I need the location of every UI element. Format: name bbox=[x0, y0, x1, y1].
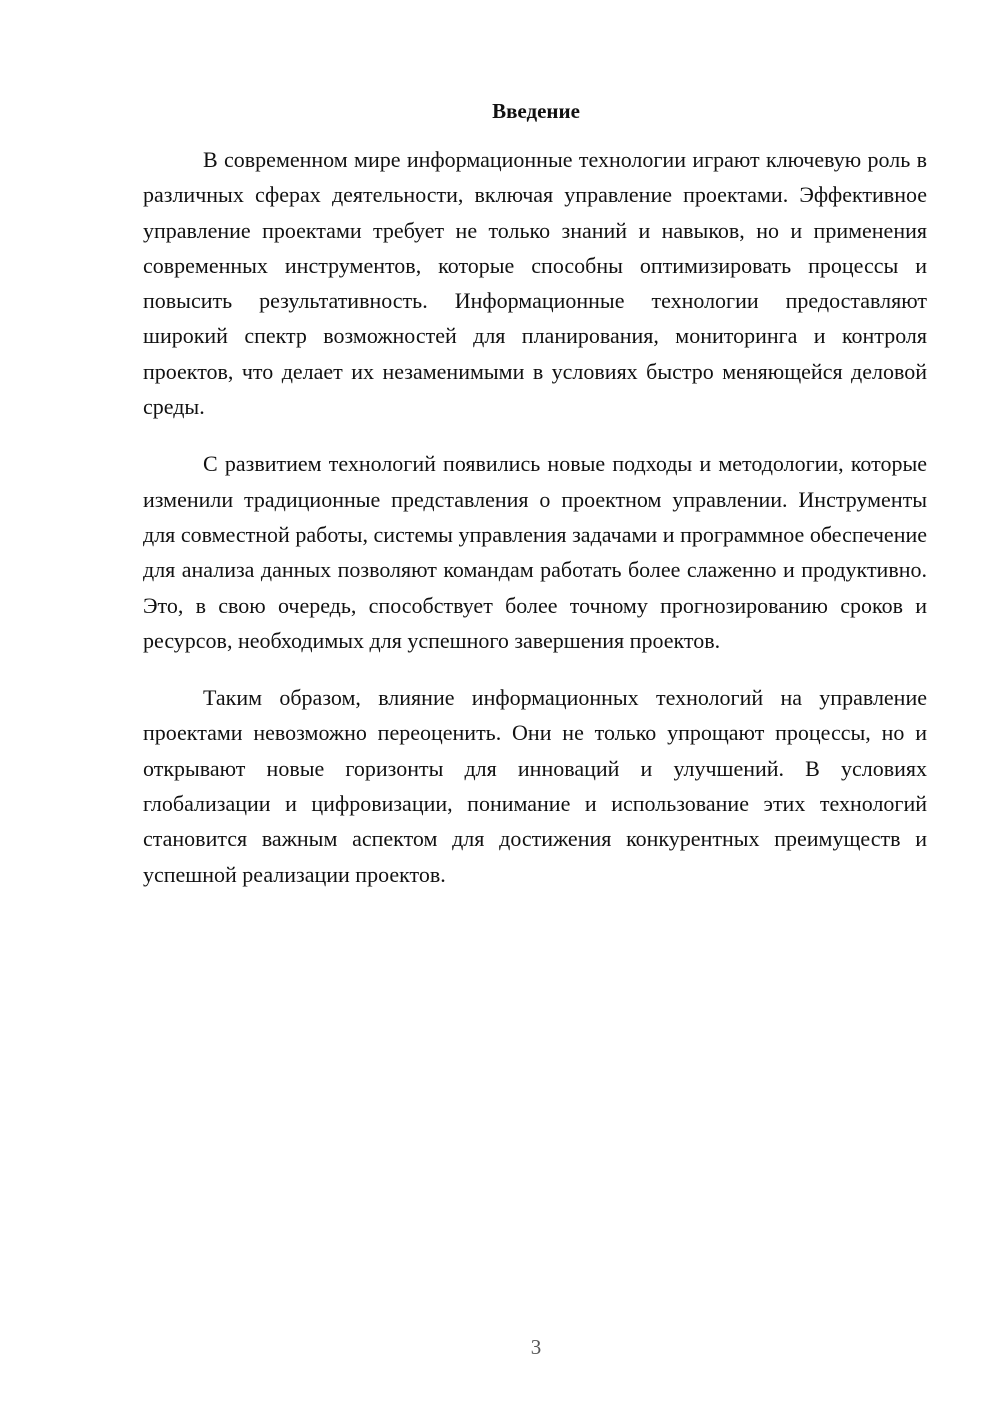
paragraph-1: В современном мире информационные технологии играют ключевую роль в различных сферах деятельности, включая управление проектами. Эффективное управление проектами требует не только знаний и навыков, но и применения современных инструментов, которые способны оптимизировать процессы и повысить результативность. Информационные технологии предоставляют широкий спектр возможностей для планирования, мониторинга и контроля проектов, что делает их незаменимыми в условиях быстро меняющейся деловой среды. bbox=[143, 147, 927, 420]
section-heading: Введение bbox=[492, 99, 580, 123]
document-body bbox=[143, 142, 927, 914]
page-number: 3 bbox=[530, 1335, 542, 1359]
paragraph-3: Таким образом, влияние информационных технологий на управление проектами невозможно переоценить. Они не только упрощают процессы, но и открывают новые горизонты для инноваций и улучшений. В условиях глобализации и цифровизации, понимание и использование этих технологий становится важным аспектом для достижения конкурентных преимуществ и успешной реализации проектов. bbox=[143, 685, 927, 887]
paragraph-2: С развитием технологий появились новые подходы и методологии, которые изменили традиционные представления о проектном управлении. Инструменты для совместной работы, системы управления задачами и программное обеспечение для анализа данных позволяют командам работать более слаженно и продуктивно. Это, в свою очередь, способствует более точному прогнозированию сроков и ресурсов, необходимых для успешного завершения проектов. bbox=[143, 451, 927, 653]
